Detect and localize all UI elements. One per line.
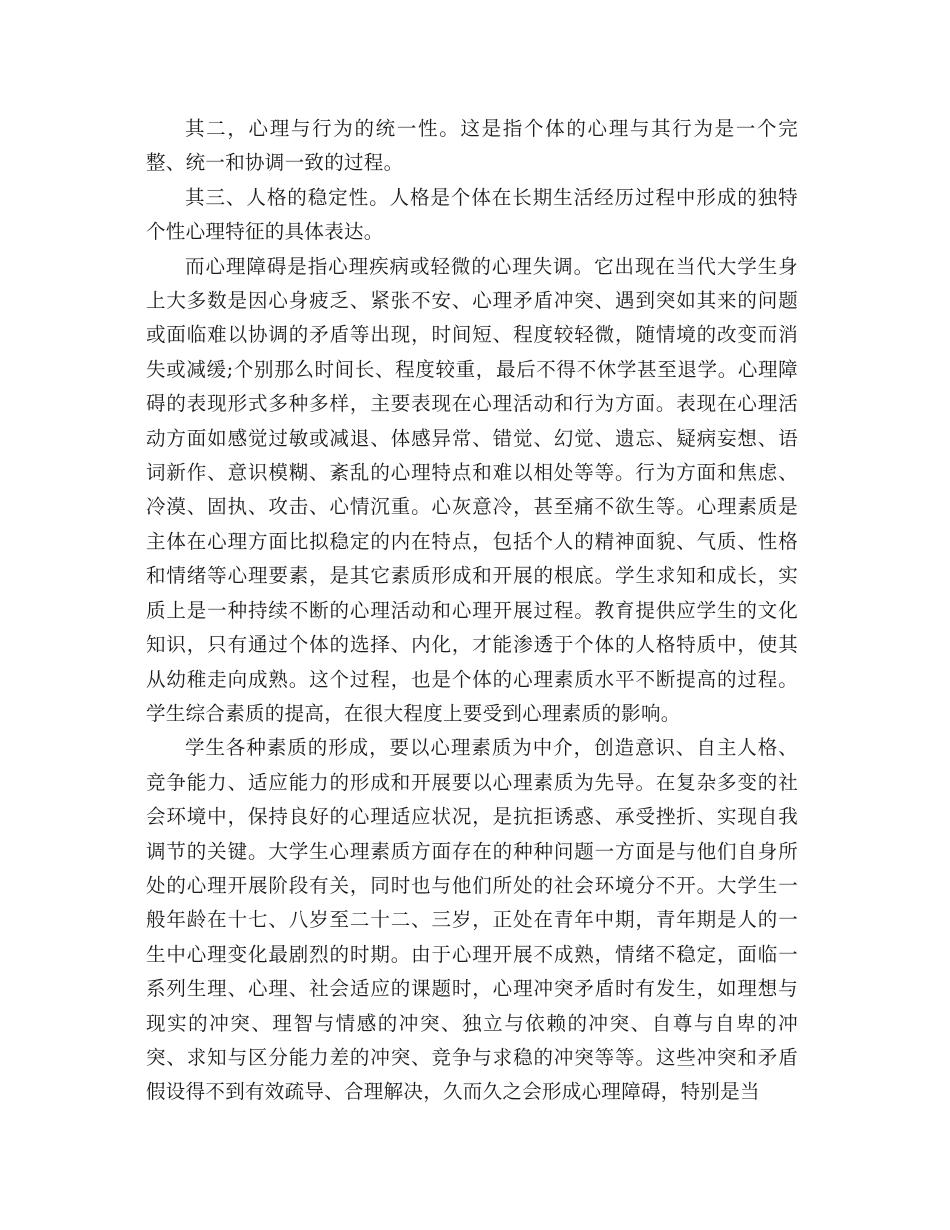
paragraph-4: 学生各种素质的形成，要以心理素质为中介，创造意识、自主人格、竞争能力、适应能力的形成和开展要以心理素质为先导。在复杂多变的社会环境中，保持良好的心理适应状况，是抗拒诱惑、承受挫折、实现自我调节的关键。大学生心理素质方面存在的种种问题一方面是与他们自身所处的心理开展阶段有关，同时也与他们所处的社会环境分不开。大学生一般年龄在十七、八岁至二十二、三岁，正处在青年中期，青年期是人的一生中心理变化最剧烈的时期。由于心理开展不成熟，情绪不稳定，面临一系列生理、心理、社会适应的课题时，心理冲突矛盾时有发生，如理想与现实的冲突、理智与情感的冲突、独立与依赖的冲突、自尊与自卑的冲突、求知与区分能力差的冲突、竞争与求稳的冲突等等。这些冲突和矛盾假设得不到有效疏导、合理解决，久而久之会形成心理障碍，特别是当 [146, 736, 798, 1104]
paragraph-1: 其二，心理与行为的统一性。这是指个体的心理与其行为是一个完整、统一和协调一致的过程。 [146, 117, 798, 175]
paragraph-2: 其三、人格的稳定性。人格是个体在长期生活经历过程中形成的独特个性心理特征的具体表达。 [146, 185, 798, 244]
document-body [146, 112, 798, 1110]
paragraph-3: 而心理障碍是指心理疾病或轻微的心理失调。它出现在当代大学生身上大多数是因心身疲乏、紧张不安、心理矛盾冲突、遇到突如其来的问题或面临难以协调的矛盾等出现，时间短、程度较轻微，随情境的改变而消失或减缓;个别那么时间长、程度较重，最后不得不休学甚至退学。心理障碍的表现形式多种多样，主要表现在心理活动和行为方面。表现在心理活动方面如感觉过敏或减退、体感异常、错觉、幻觉、遗忘、疑病妄想、语词新作、意识模糊、紊乱的心理特点和难以相处等等。行为方面和焦虑、冷漠、固执、攻击、心情沉重。心灰意冷，甚至痛不欲生等。心理素质是主体在心理方面比拟稳定的内在特点，包括个人的精神面貌、气质、性格和情绪等心理要素，是其它素质形成和开展的根底。学生求知和成长，实质上是一种持续不断的心理活动和心理开展过程。教育提供应学生的文化知识，只有通过个体的选择、内化，才能渗透于个体的人格特质中，使其从幼稚走向成熟。这个过程，也是个体的心理素质水平不断提高的过程。学生综合素质的提高，在很大程度上要受到心理素质的影响。 [146, 254, 798, 725]
